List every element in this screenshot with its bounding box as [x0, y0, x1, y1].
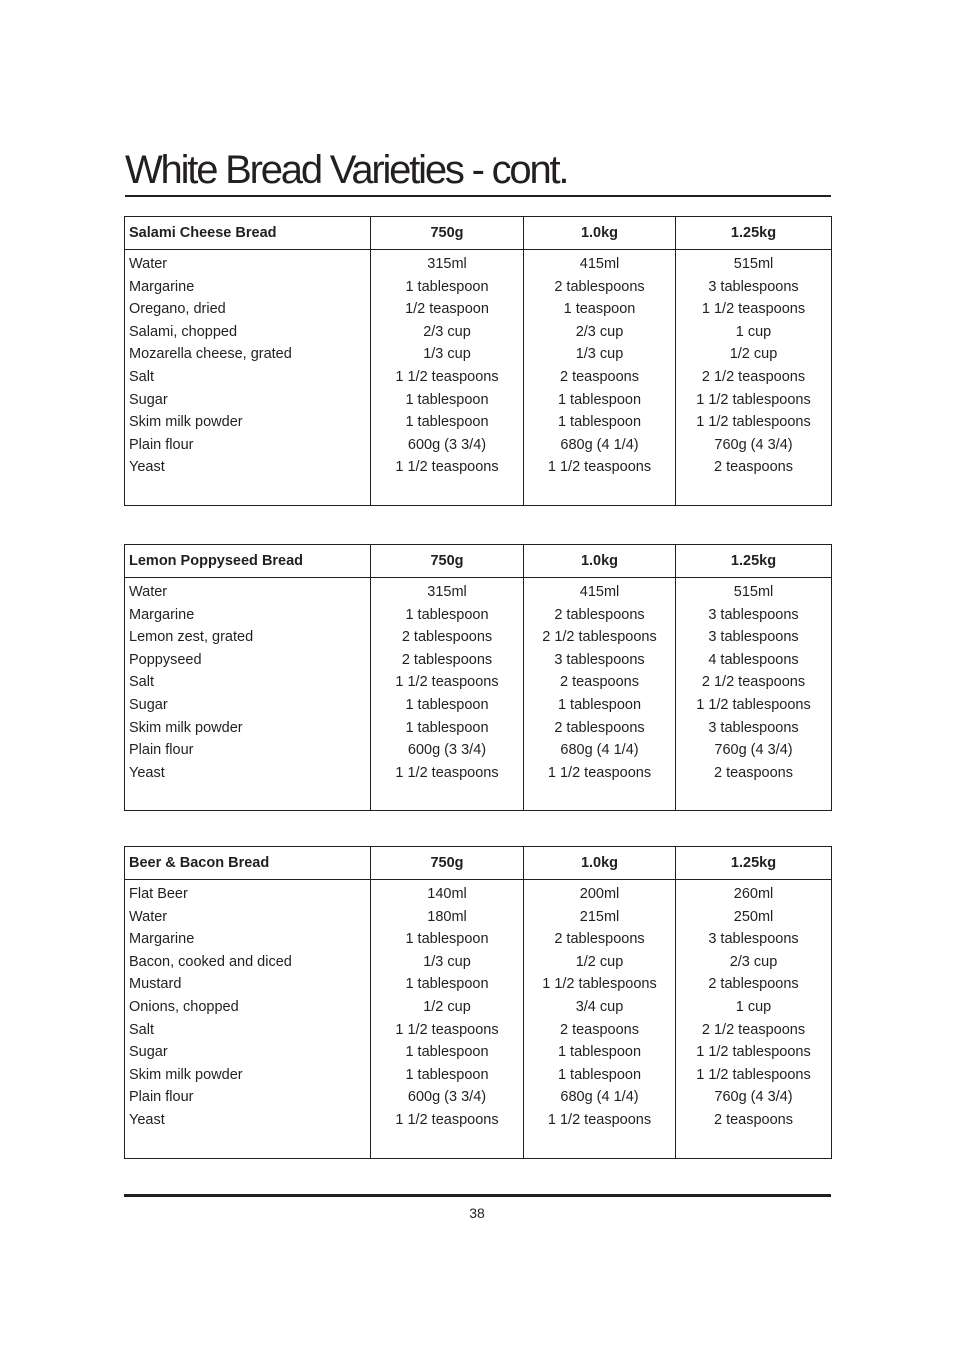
- table-row: [125, 604, 832, 627]
- ingredient-amount: 1 tablespoon: [371, 973, 524, 996]
- ingredient-amount: 1 1/2 teaspoons: [371, 366, 524, 389]
- page-number: 38: [469, 1205, 485, 1221]
- ingredient-amount: 1 1/2 tablespoons: [676, 694, 832, 717]
- ingredient-amount: 250ml: [676, 906, 832, 929]
- recipe-table: [124, 846, 832, 1159]
- table-row: [125, 671, 832, 694]
- ingredient-amount: 1 1/2 tablespoons: [676, 1064, 832, 1087]
- ingredient-name: Water: [125, 250, 371, 276]
- ingredient-name: Mozarella cheese, grated: [125, 343, 371, 366]
- ingredient-amount: 1 cup: [676, 996, 832, 1019]
- ingredient-amount: 1 tablespoon: [524, 389, 676, 412]
- ingredient-amount: 600g (3 3/4): [371, 1086, 524, 1109]
- ingredient-name: Skim milk powder: [125, 1064, 371, 1087]
- ingredient-amount: 215ml: [524, 906, 676, 929]
- ingredient-amount: 1/2 cup: [371, 996, 524, 1019]
- ingredient-amount: 1 tablespoon: [524, 1064, 676, 1087]
- table-bottom-padding: [125, 479, 832, 506]
- ingredient-name: Water: [125, 578, 371, 604]
- ingredient-amount: 4 tablespoons: [676, 649, 832, 672]
- ingredient-amount: 1 tablespoon: [371, 1064, 524, 1087]
- table-row: [125, 996, 832, 1019]
- ingredient-amount: 1 1/2 teaspoons: [371, 671, 524, 694]
- ingredient-name: Plain flour: [125, 434, 371, 457]
- ingredient-amount: 1 1/2 tablespoons: [676, 411, 832, 434]
- ingredient-amount: 1 1/2 tablespoons: [524, 973, 676, 996]
- table-row: [125, 626, 832, 649]
- ingredient-amount: 1 1/2 tablespoons: [676, 389, 832, 412]
- ingredient-amount: 1 tablespoon: [371, 717, 524, 740]
- table-row: [125, 1064, 832, 1087]
- table-row: [125, 389, 832, 412]
- ingredient-amount: 1 tablespoon: [371, 694, 524, 717]
- table-row: [125, 366, 832, 389]
- ingredient-name: Mustard: [125, 973, 371, 996]
- ingredient-amount: 1/3 cup: [371, 343, 524, 366]
- table-row: [125, 578, 832, 604]
- ingredient-name: Yeast: [125, 456, 371, 479]
- ingredient-amount: 515ml: [676, 578, 832, 604]
- ingredient-name: Onions, chopped: [125, 996, 371, 1019]
- table-row: [125, 880, 832, 906]
- recipe-name: Lemon Poppyseed Bread: [125, 545, 371, 578]
- table-header-row: [125, 545, 832, 578]
- ingredient-name: Margarine: [125, 276, 371, 299]
- ingredient-name: Sugar: [125, 1041, 371, 1064]
- ingredient-amount: 2 tablespoons: [676, 973, 832, 996]
- ingredient-amount: 2/3 cup: [524, 321, 676, 344]
- table-row: [125, 456, 832, 479]
- ingredient-amount: 2/3 cup: [371, 321, 524, 344]
- ingredient-amount: 180ml: [371, 906, 524, 929]
- table-row: [125, 298, 832, 321]
- ingredient-amount: 1 1/2 teaspoons: [371, 1019, 524, 1042]
- ingredient-amount: 2 teaspoons: [676, 762, 832, 785]
- loaf-size-header: 750g: [371, 545, 524, 578]
- ingredient-amount: 680g (4 1/4): [524, 739, 676, 762]
- ingredient-amount: 2 teaspoons: [676, 1109, 832, 1132]
- ingredient-amount: 2 teaspoons: [676, 456, 832, 479]
- ingredient-amount: 1 tablespoon: [371, 1041, 524, 1064]
- table-header-row: [125, 217, 832, 250]
- table-row: [125, 1086, 832, 1109]
- ingredient-amount: 2 tablespoons: [524, 604, 676, 627]
- ingredient-amount: 3 tablespoons: [524, 649, 676, 672]
- loaf-size-header: 1.0kg: [524, 545, 676, 578]
- ingredient-amount: 760g (4 3/4): [676, 739, 832, 762]
- ingredient-amount: 3 tablespoons: [676, 276, 832, 299]
- table-row: [125, 321, 832, 344]
- ingredient-amount: 1 1/2 teaspoons: [371, 1109, 524, 1132]
- ingredient-amount: 600g (3 3/4): [371, 434, 524, 457]
- ingredient-amount: 1 tablespoon: [524, 411, 676, 434]
- table-row: [125, 434, 832, 457]
- ingredient-name: Plain flour: [125, 739, 371, 762]
- ingredient-amount: 2 tablespoons: [524, 928, 676, 951]
- table-row: [125, 694, 832, 717]
- ingredient-amount: 140ml: [371, 880, 524, 906]
- ingredient-amount: 680g (4 1/4): [524, 434, 676, 457]
- ingredient-amount: 3 tablespoons: [676, 604, 832, 627]
- ingredient-amount: 680g (4 1/4): [524, 1086, 676, 1109]
- recipe-table: [124, 216, 832, 506]
- ingredient-name: Margarine: [125, 604, 371, 627]
- ingredient-amount: 1 tablespoon: [371, 604, 524, 627]
- ingredient-name: Skim milk powder: [125, 717, 371, 740]
- ingredient-amount: 1 1/2 teaspoons: [676, 298, 832, 321]
- title-rule: [125, 195, 831, 197]
- ingredient-name: Plain flour: [125, 1086, 371, 1109]
- ingredient-amount: 1 1/2 tablespoons: [676, 1041, 832, 1064]
- ingredient-amount: 1/2 cup: [676, 343, 832, 366]
- loaf-size-header: 750g: [371, 847, 524, 880]
- loaf-size-header: 1.0kg: [524, 217, 676, 250]
- ingredient-amount: 260ml: [676, 880, 832, 906]
- recipe-table: [124, 544, 832, 811]
- ingredient-amount: 200ml: [524, 880, 676, 906]
- table-row: [125, 951, 832, 974]
- table-row: [125, 739, 832, 762]
- table-row: [125, 649, 832, 672]
- table-bottom-padding: [125, 1132, 832, 1159]
- ingredient-name: Salami, chopped: [125, 321, 371, 344]
- ingredient-amount: 1 tablespoon: [524, 1041, 676, 1064]
- table-row: [125, 1109, 832, 1132]
- ingredient-amount: 1 tablespoon: [371, 411, 524, 434]
- ingredient-amount: 1 1/2 teaspoons: [524, 762, 676, 785]
- loaf-size-header: 1.0kg: [524, 847, 676, 880]
- ingredient-amount: 2 1/2 tablespoons: [524, 626, 676, 649]
- table-bottom-padding: [125, 784, 832, 811]
- ingredient-name: Skim milk powder: [125, 411, 371, 434]
- ingredient-amount: 1 1/2 teaspoons: [371, 456, 524, 479]
- ingredient-name: Yeast: [125, 1109, 371, 1132]
- table-row: [125, 411, 832, 434]
- ingredient-amount: 315ml: [371, 250, 524, 276]
- ingredient-amount: 760g (4 3/4): [676, 1086, 832, 1109]
- ingredient-amount: 2 teaspoons: [524, 671, 676, 694]
- ingredient-amount: 2 tablespoons: [524, 717, 676, 740]
- ingredient-name: Sugar: [125, 694, 371, 717]
- ingredient-name: Flat Beer: [125, 880, 371, 906]
- table-row: [125, 250, 832, 276]
- ingredient-amount: 2 tablespoons: [371, 649, 524, 672]
- ingredient-name: Salt: [125, 1019, 371, 1042]
- loaf-size-header: 750g: [371, 217, 524, 250]
- ingredient-amount: 2 1/2 teaspoons: [676, 671, 832, 694]
- ingredient-amount: 1/3 cup: [371, 951, 524, 974]
- ingredient-amount: 2 1/2 teaspoons: [676, 366, 832, 389]
- ingredient-amount: 760g (4 3/4): [676, 434, 832, 457]
- loaf-size-header: 1.25kg: [676, 217, 832, 250]
- ingredient-amount: 1/3 cup: [524, 343, 676, 366]
- ingredient-name: Salt: [125, 366, 371, 389]
- footer-rule: [124, 1194, 831, 1197]
- ingredient-name: Margarine: [125, 928, 371, 951]
- page-title: White Bread Varieties - cont.: [125, 148, 568, 192]
- table-row: [125, 343, 832, 366]
- table-row: [125, 928, 832, 951]
- ingredient-amount: 3 tablespoons: [676, 626, 832, 649]
- table-row: [125, 973, 832, 996]
- recipe-name: Salami Cheese Bread: [125, 217, 371, 250]
- ingredient-amount: 1 1/2 teaspoons: [371, 762, 524, 785]
- ingredient-name: Water: [125, 906, 371, 929]
- ingredient-amount: 1 teaspoon: [524, 298, 676, 321]
- ingredient-amount: 415ml: [524, 578, 676, 604]
- ingredient-amount: 2 tablespoons: [371, 626, 524, 649]
- ingredient-name: Bacon, cooked and diced: [125, 951, 371, 974]
- ingredient-name: Lemon zest, grated: [125, 626, 371, 649]
- table-row: [125, 906, 832, 929]
- ingredient-amount: 2/3 cup: [676, 951, 832, 974]
- ingredient-amount: 3 tablespoons: [676, 717, 832, 740]
- ingredient-amount: 1 tablespoon: [371, 928, 524, 951]
- ingredient-amount: 1 tablespoon: [371, 276, 524, 299]
- table-header-row: [125, 847, 832, 880]
- ingredient-amount: 600g (3 3/4): [371, 739, 524, 762]
- ingredient-amount: 1 cup: [676, 321, 832, 344]
- table-row: [125, 276, 832, 299]
- loaf-size-header: 1.25kg: [676, 847, 832, 880]
- ingredient-amount: 2 teaspoons: [524, 366, 676, 389]
- ingredient-amount: 315ml: [371, 578, 524, 604]
- ingredient-name: Yeast: [125, 762, 371, 785]
- ingredient-amount: 1 tablespoon: [524, 694, 676, 717]
- table-row: [125, 1041, 832, 1064]
- ingredient-amount: 1/2 teaspoon: [371, 298, 524, 321]
- ingredient-name: Sugar: [125, 389, 371, 412]
- ingredient-amount: 2 1/2 teaspoons: [676, 1019, 832, 1042]
- table-row: [125, 1019, 832, 1042]
- ingredient-amount: 515ml: [676, 250, 832, 276]
- ingredient-name: Oregano, dried: [125, 298, 371, 321]
- ingredient-name: Poppyseed: [125, 649, 371, 672]
- ingredient-amount: 1 1/2 teaspoons: [524, 1109, 676, 1132]
- ingredient-amount: 2 teaspoons: [524, 1019, 676, 1042]
- ingredient-name: Salt: [125, 671, 371, 694]
- recipe-name: Beer & Bacon Bread: [125, 847, 371, 880]
- ingredient-amount: 1 tablespoon: [371, 389, 524, 412]
- table-row: [125, 762, 832, 785]
- ingredient-amount: 415ml: [524, 250, 676, 276]
- ingredient-amount: 3 tablespoons: [676, 928, 832, 951]
- ingredient-amount: 3/4 cup: [524, 996, 676, 1019]
- ingredient-amount: 1/2 cup: [524, 951, 676, 974]
- ingredient-amount: 1 1/2 teaspoons: [524, 456, 676, 479]
- table-row: [125, 717, 832, 740]
- ingredient-amount: 2 tablespoons: [524, 276, 676, 299]
- loaf-size-header: 1.25kg: [676, 545, 832, 578]
